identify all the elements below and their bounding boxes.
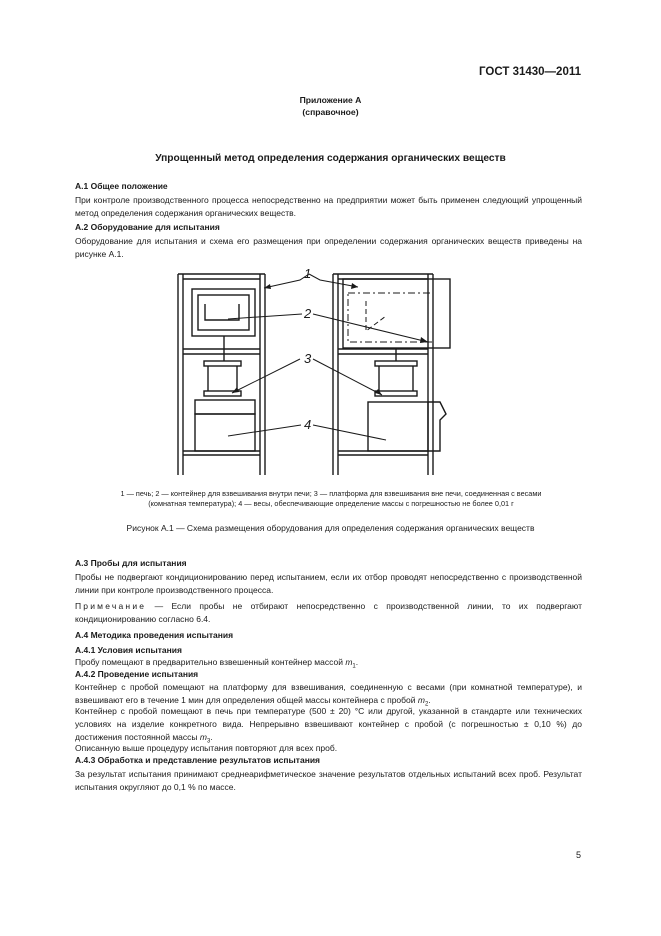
left-rack	[178, 274, 265, 475]
section-a3-note: Примечание — Если пробы не отбирают непосредственно с производственной линии, то их подвергают кондиционированию согласно 6.4.	[75, 601, 582, 624]
section-a42-heading: А.4.2 Проведение испытания	[75, 669, 199, 679]
figure-leaders	[228, 274, 428, 440]
right-oven	[343, 279, 450, 348]
left-oven	[192, 289, 255, 336]
figure-label-2: 2	[304, 306, 312, 321]
annex-subtitle: (справочное)	[302, 107, 359, 117]
section-a43-heading: А.4.3 Обработка и представление результатов испытания	[75, 755, 321, 765]
right-scale	[368, 402, 446, 451]
section-a2-heading: А.2 Оборудование для испытания	[75, 222, 220, 232]
section-a43-text: За результат испытания принимают среднеарифметическое значение результатов отдельных испытаний всех проб. Результат испытания округляют до 0,1 % по массе.	[75, 769, 582, 792]
page-number: 5	[576, 850, 582, 860]
figure-legend-line2: (комнатная температура); 4 — весы, обеспечивающие определение массы с погрешностью не более 0,01 г	[148, 499, 514, 508]
annex-title: Приложение А	[299, 95, 362, 105]
figure-label-4: 4	[304, 417, 312, 432]
section-a1-text: При контроле производственного процесса непосредственно на предприятии может быть применен следующий упрощенный метод определения содержания органических веществ.	[75, 195, 582, 218]
section-a42-p1: Контейнер с пробой помещают на платформу для взвешивания, соединенную с весами (при комнатной температуре), и взвешивают его в течение 1 мин для определения общей массы контейнера с пробой $m_2$.	[75, 682, 582, 708]
right-platform	[375, 361, 417, 396]
section-a41-heading: А.4.1 Условия испытания	[75, 645, 182, 655]
figure-label-3: 3	[304, 351, 312, 366]
section-a42-p3: Описанную выше процедуру испытания повторяют для всех проб.	[75, 743, 338, 753]
section-a1-heading: А.1 Общее положение	[75, 181, 168, 191]
section-a42-p2: Контейнер с пробой помещают в печь при температуре (500 ± 20) °С или другой, указанной в стандарте или технических условиях на изделие конкретного вида. Непрерывно взвешивают контейнер с пробой (с погрешностью ± 0,10 %) до достижения постоянной массы $m_3$.	[75, 706, 582, 745]
note-label: Примечание	[75, 601, 147, 611]
section-a2-text: Оборудование для испытания и схема его размещения при определении содержания органических веществ приведены на рисунке А.1.	[75, 236, 582, 259]
figure-label-1: 1	[304, 266, 312, 281]
section-a3-heading: А.3 Пробы для испытания	[75, 558, 187, 568]
section-a4-heading: А.4 Методика проведения испытания	[75, 630, 234, 640]
page-title: Упрощенный метод определения содержания органических веществ	[155, 153, 506, 164]
left-scale	[195, 400, 255, 451]
section-a3-text: Пробы не подвергают кондиционированию перед испытанием, если их отбор проводят непосредственно с производственной линии при контроле производственного процесса.	[75, 572, 582, 595]
figure-caption: Рисунок А.1 — Схема размещения оборудования для определения содержания органических веществ	[126, 523, 535, 533]
standard-number: ГОСТ 31430—2011	[479, 66, 581, 78]
figure-a1-diagram	[176, 265, 456, 480]
figure-legend-line1: 1 — печь; 2 — контейнер для взвешивания внутри печи; 3 — платформа для взвешивания вне печи, соединенная с весами	[120, 489, 542, 498]
section-a41-text: Пробу помещают в предварительно взвешенный контейнер массой $m_1$.	[75, 657, 359, 670]
